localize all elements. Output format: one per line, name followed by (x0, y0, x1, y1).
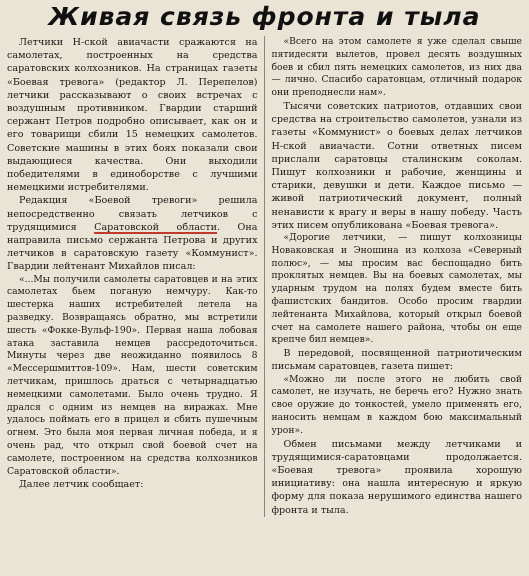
underlined-region: Саратовской области (94, 221, 217, 233)
article-body (7, 36, 522, 517)
quote-kolkhoz-letter: «Дорогие летчики, — пишут колхозницы Новаковская и Эношина из колхоза «Северный полюс», — мы просим вас беспощадно бить проклятых немцев. Вы на боевых самолетах, мы ударным трудом на полях будем вместе бить фашистских бандитов. Особо просим гвардии лейтенанта Михайлова, который открыл боевой счет на самолете нашего района, чтобы он еще крепче бил немцев». (271, 232, 522, 346)
editorial-text-a: Редакция «Боевой тревоги» решила непосредственно связать летчиков с трудящимися (7, 195, 258, 233)
quote-editorial: «Можно ли после этого не любить свой самолет, не изучать, не беречь его? Нужно знать свое оружие до тонкостей, умело применять его, наносить немцам в каждом бою максимальный урон». (271, 373, 522, 436)
quote-continued: «Всего на этом самолете я уже сделал свыше пятидесяти вылетов, провел десять воздушных боев и сбил пять немецких самолетов, из них два — лично. Спасибо саратовцам, отличный подарок они преподнесли нам». (271, 36, 522, 99)
left-column (7, 36, 265, 517)
paragraph-intro: Летчики Н-ской авиачасти сражаются на самолетах, построенных на средства саратовских колхозников. На страницах газеты «Боевая тревога» (редактор Л. Перепелов) летчики рассказывают о своих встречах с воздушным противником. Гвардии старший сержант Петров подробно описывает, как он и его товарищи сбили 15 немецких самолетов. Советские машины в этих боях показали свои выдающиеся качества. Они выходили победителями в единоборстве с лучшими немецкими истребителями. (7, 37, 258, 194)
paragraph-patriots: Тысячи советских патриотов, отдавших свои средства на строительство самолетов, узнали из газеты «Коммунист» о боевых делах летчиков Н-ской авиачасти. Сотни ответных писем прислали саратовцы сталинским соколам. Пишут колхозники и рабочие, женщины и старики, девушки и дети. Каждое письмо — живой патриотический документ, полный ненависти к врагу и веры в нашу победу. Часть этих писем опубликована «Боевая тревога». (271, 100, 522, 231)
quote-mikhailov: «...Мы получили самолеты саратовцев и на этих самолетах бьем поганую немчуру. Как-то шестерка наших истребителей летела на разведку. Возвращаясь обратно, мы встретили шесть «Фокке-Вульф-190». Первая наша лобовая атака заставила немцев рассредоточиться. Минуты через две неожиданно появилось 8 «Мессершмиттов-109». Нам, шести советским летчикам, пришлось драться с четырнадцатью немецкими самолетами. Было очень трудно. Я дрался с одним из немцев на виражах. Мне удалось поймать его в прицел и сбить пушечным огнем. Это была моя первая личная победа, и я очень рад, что открыл свой боевой счет на самолете, построенном на средства колхозников Саратовской области». (7, 273, 258, 477)
paragraph-editorial (7, 194, 258, 273)
paragraph-continuation: Далее летчик сообщает: (19, 479, 144, 491)
paragraph-conclusion: Обмен письмами между летчиками и трудящимися-саратовцами продолжается. «Боевая тревога» проявила хорошую инициативу: она нашла интересную и яркую форму для показа нерушимого единства нашего фронта и тыла. (271, 438, 522, 516)
paragraph-editorial-note: В передовой, посвященной патриотическим письмам саратовцев, газета пишет: (271, 348, 522, 373)
article-headline: Живая связь фронта и тыла (48, 2, 481, 31)
editorial-text-b: . Она направила письмо сержанта Петрова и других летчиков в саратовскую газету «Коммунист». Гвардии лейтенант Михайлов писал: (7, 221, 258, 273)
right-column (265, 36, 523, 517)
